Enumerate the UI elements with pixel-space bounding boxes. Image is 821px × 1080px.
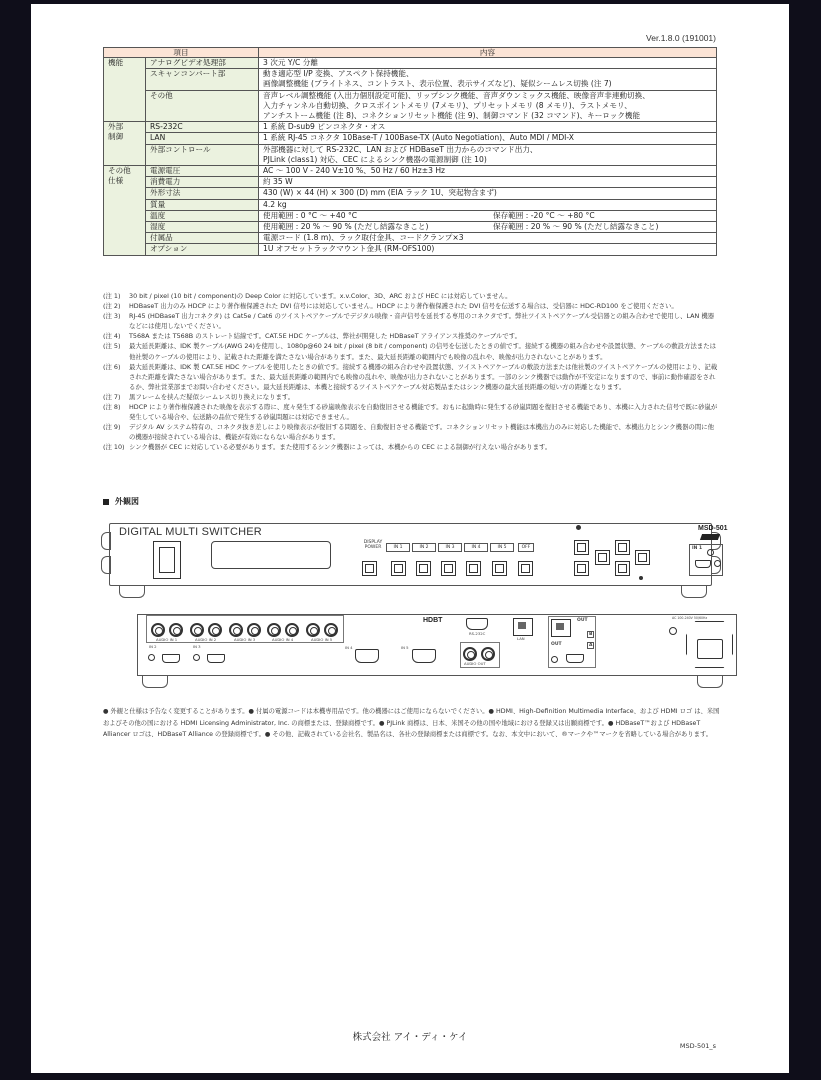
audio-in-label: AUDIO IN 1 xyxy=(156,637,178,642)
value-cell: 4.2 kg xyxy=(259,199,717,210)
audio-in-label: AUDIO IN 5 xyxy=(311,637,333,642)
category-cell: 機能 xyxy=(104,58,146,122)
power-switch xyxy=(153,541,181,579)
left-arrow-button xyxy=(595,550,610,565)
rack-ear-left-bottom xyxy=(101,556,111,574)
company-name: 株式会社 アイ・ディ・ケイ xyxy=(352,1032,468,1043)
rca-jack xyxy=(481,647,495,661)
document-page xyxy=(31,4,789,1073)
rca-jack xyxy=(151,623,165,637)
rca-jack xyxy=(306,623,320,637)
in5-button xyxy=(492,561,507,576)
document-id: MSD-501_s xyxy=(679,1042,716,1050)
table-row xyxy=(104,90,717,122)
item-cell: 温度 xyxy=(146,210,259,221)
input-label-in4: IN 4 xyxy=(464,543,488,552)
table-row xyxy=(104,233,717,244)
value-cell: 1 系統 RJ-45 コネクタ 10Base-T / 100Base-TX (Auto Negotiation)、Auto MDI / MDI-X xyxy=(259,133,717,144)
table-row xyxy=(104,177,717,188)
vga-in-label: IN 5 xyxy=(401,645,409,650)
led-ring xyxy=(193,654,200,661)
display-power-button xyxy=(362,561,377,576)
value-cell: 音声レベル調整機能 (入出力個別設定可能)、リップシンク機能、音声ダウンミックス機能、映像音声非連動切換、 入力チャンネル自動切換、クロスポイントメモリ (7メモリ)、プリセットメモリ (8 メモリ)、ラストメモリ、 アンチストーム機能 (注 8)、コネクションリセット機能 (注 9)、制御コマンド (32 コマンド)、キーロック機能 xyxy=(259,90,717,122)
rca-jack xyxy=(190,623,204,637)
vga-in-label: IN 4 xyxy=(345,645,353,650)
item-cell: その他 xyxy=(146,90,259,122)
table-row xyxy=(104,122,717,133)
port-letter-a: A xyxy=(589,643,593,648)
audio-in-label: AUDIO IN 3 xyxy=(234,637,256,642)
table-row xyxy=(104,210,717,221)
idk-logo xyxy=(700,534,720,540)
vga-port-in5 xyxy=(412,649,436,663)
screw-icon xyxy=(707,549,714,556)
note-item: (注 9) デジタル AV システム特有の、コネクタ抜き差しにより映像表示が復旧する問題を、自動復旧させる機能です。コネクションリセット機能は本機出力のみに対応した機能で、本機出力とシンク機器の間に他の機器が接続されている場合は、機能が有効にならない場合があります。 xyxy=(103,423,715,442)
hdmi-in-label: IN 2 xyxy=(149,644,157,649)
rca-jack xyxy=(324,623,338,637)
rear-foot-left xyxy=(142,675,168,688)
device-title: DIGITAL MULTI SWITCHER xyxy=(119,526,262,538)
lan-port xyxy=(513,618,533,636)
display-power-label: DISPLAY POWER xyxy=(363,540,383,550)
note-item: (注 8) HDCP により著作権保護された映像を表示する際に、度々発生する砂嵐映像表示を自動復旧させる機能です。おもに起動時に発生する砂嵐問題を復旧させる機能であり、本機に入力された信号で既に砂嵐が発生している場合や、伝送路の品位で発生する砂嵐問題には対応できません。 xyxy=(103,403,718,422)
foot-right xyxy=(681,585,707,598)
value-cell: AC ～ 100 V - 240 V±10 %、50 Hz / 60 Hz±3 Hz xyxy=(259,166,717,177)
ac-inlet xyxy=(697,639,723,659)
header-item: 項目 xyxy=(104,48,259,58)
table-row xyxy=(104,144,717,165)
item-cell: オプション xyxy=(146,244,259,255)
rca-jack xyxy=(229,623,243,637)
down-arrow-button xyxy=(615,561,630,576)
table-row xyxy=(104,199,717,210)
header-content: 内容 xyxy=(259,48,717,58)
input-label-in5: IN 5 xyxy=(490,543,514,552)
input-label-in3: IN 3 xyxy=(438,543,462,552)
port-letter-b: B xyxy=(589,632,593,637)
hdmi-port-in3 xyxy=(207,654,225,663)
rca-jack xyxy=(208,623,222,637)
right-arrow-button xyxy=(635,550,650,565)
item-cell: 質量 xyxy=(146,199,259,210)
audio-in-label: AUDIO IN 4 xyxy=(272,637,294,642)
rca-jack xyxy=(267,623,281,637)
ground-screw-icon xyxy=(669,627,677,635)
category-cell: その他 仕様 xyxy=(104,166,146,256)
note-item: (注 10) シンク機器が CEC に対応している必要があります。また使用するシンク機器によっては、本機からの CEC による制御が行えない場合があります。 xyxy=(103,443,552,452)
item-cell: 電源電圧 xyxy=(146,166,259,177)
in3-button xyxy=(441,561,456,576)
hdmi-out-port xyxy=(566,654,584,663)
rca-jack xyxy=(169,623,183,637)
value-cell: 外部機器に対して RS-232C、LAN および HDBaseT 出力からのコマンド出力、 PJLink (class1) 対応、CEC によるシンク機器の電源制御 (注 10) xyxy=(259,144,717,165)
value-cell: 約 35 W xyxy=(259,177,717,188)
section-heading: 外観図 xyxy=(103,496,139,507)
led-ring xyxy=(551,656,558,663)
rear-foot-right xyxy=(697,675,723,688)
led-ring xyxy=(148,654,155,661)
item-cell: 消費電力 xyxy=(146,177,259,188)
note-item: (注 1) 30 bit / pixel (10 bit / component)の Deep Color に対応しています。x.v.Color、3D、ARC および HEC には対応していません。 xyxy=(103,292,512,300)
front-input-label: IN 1 xyxy=(692,546,703,551)
hdbaset-out-port xyxy=(551,619,571,637)
table-row xyxy=(104,244,717,255)
note-item: (注 4) T568A または T568B のストレート結線です。CAT.5E HDC ケーブルは、弊社が開発した HDBaseT アライアンス推奨のケーブルです。 xyxy=(103,332,521,341)
in4-button xyxy=(466,561,481,576)
item-cell: 付属品 xyxy=(146,233,259,244)
foot-left xyxy=(119,585,145,598)
value-cell: 使用範囲 : 0 °C ～ +40 °C 保存範囲 : -20 °C ～ +80 °C xyxy=(259,210,717,221)
lcd-display xyxy=(211,541,331,569)
item-cell: RS-232C xyxy=(146,122,259,133)
item-cell: スキャンコンバート部 xyxy=(146,69,259,90)
square-bullet-icon xyxy=(103,499,109,505)
set-button xyxy=(574,561,589,576)
note-item: (注 7) 黒フレームを挟んだ疑似シームレス切り換えになります。 xyxy=(103,392,295,401)
rca-jack xyxy=(285,623,299,637)
item-cell: 外部コントロール xyxy=(146,144,259,165)
table-header-row xyxy=(104,48,717,58)
rca-jack xyxy=(463,647,477,661)
table-row xyxy=(104,133,717,144)
off-button xyxy=(518,561,533,576)
value-cell: 動き適応型 I/P 変換、アスペクト保持機能、 画像調整機能 (ブライトネス、コントラスト、表示位置、表示サイズなど)、疑似シームレス切換 (注 7) xyxy=(259,69,717,90)
value-cell: 使用範囲 : 20 % ～ 90 % (ただし結露なきこと) 保存範囲 : 20 % ～ 90 % (ただし結露なきこと) xyxy=(259,222,717,233)
up-arrow-button xyxy=(615,540,630,555)
audio-out-label: AUDIO OUT xyxy=(464,661,486,666)
input-label-in1: IN 1 xyxy=(386,543,410,552)
value-cell: 3 次元 Y/C 分離 xyxy=(259,58,717,69)
table-row xyxy=(104,222,717,233)
item-cell: 外形寸法 xyxy=(146,188,259,199)
item-cell: LAN xyxy=(146,133,259,144)
rs232c-label: RS-232C xyxy=(469,631,486,636)
value-cell: 電源コード (1.8 m)、ラック取付金具、コードクランプ×3 xyxy=(259,233,717,244)
out-label: OUT xyxy=(577,618,588,623)
rs232c-port xyxy=(466,618,488,630)
indicator-led xyxy=(576,525,581,530)
value-cell: 430 (W) × 44 (H) × 300 (D) mm (EIA ラック 1U、突起物含まず) xyxy=(259,188,717,199)
led-ring xyxy=(714,560,721,567)
hdmi-port-front xyxy=(695,560,711,568)
table-row xyxy=(104,166,717,177)
note-item: (注 3) RJ-45 (HDBaseT 出力コネクタ) は Cat5e / Cat6 のツイストペアケーブルでデジタル映像・音声信号を延長する専用のコネクタです。弊社ツイストペアケーブル受信器との組み合わせで使用し、LAN 機器などには使用しないでください。 xyxy=(103,312,715,331)
category-cell: 外部 制御 xyxy=(104,122,146,166)
legal-notice: ● 外観と仕様は予告なく変更することがあります。● 付属の電源コードは本機専用品です。他の機器にはご使用にならないでください。● HDMI、High-Definition Multimedia Interface、および HDMI ロゴ は、米国およびその他の国における HDMI Licensing Administrator, Inc. の商標または、登録商標です。● PJLink 商標は、日本、米国その他の国や地域における登録又は出願商標です。● HDBaseT™および HDBaseT Alliancer ロゴは、HDBaseT Alliance の登録商標です。● その他、記載されている会社名、製品名は、各社の登録商標または商標です。なお、本文中において、®マークや™マークを省略している場合があります。 xyxy=(103,708,720,738)
out-label: OUT xyxy=(551,642,562,647)
table-row xyxy=(104,188,717,199)
table-row xyxy=(104,58,717,69)
input-label-off: OFF xyxy=(518,543,534,552)
in2-button xyxy=(416,561,431,576)
rca-jack xyxy=(247,623,261,637)
version-label: Ver.1.8.0 (191001) xyxy=(646,33,716,43)
vga-port-in4 xyxy=(355,649,379,663)
note-item: (注 6) 最大延長距離は、IDK 製 CAT.5E HDC ケーブルを使用したときの値です。接続する機器の組み合わせや設置状態、ツイストペアケーブルの敷設方法または他社製のツイストペアケーブルの使用により、記載された距離を満たさない場合があります。また、最大延長距離の範囲内でも映像の乱れや、映像が出力されないことがあります。一部のシンク機器では動作が不安定になりますので、事前に動作確認をされるか、弊社営業部までお問い合わせください。最大延長距離は、本機と接続するツイストペアケーブル対応製品またはシンク機器の最大延長距離の短い方の距離となります。 xyxy=(103,362,718,391)
in1-button xyxy=(391,561,406,576)
lan-label: LAN xyxy=(517,636,525,641)
value-cell: 1 系統 D-sub9 ピンコネクタ・オス xyxy=(259,122,717,133)
power-rating-label: AC 100-240V 50/60Hz xyxy=(672,616,708,620)
indicator-led-2 xyxy=(639,576,643,580)
spec-table xyxy=(103,47,717,256)
notes-list xyxy=(103,291,719,453)
note-item: (注 2) HDBaseT 出力のみ HDCP により著作権保護された DVI 信号には対応していません。HDCP により著作権保護された DVI 信号を伝送する場合は、受信器に HDC-RD100 をご使用ください。 xyxy=(103,302,678,311)
item-cell: アナログビデオ処理部 xyxy=(146,58,259,69)
hdmi-in-label: IN 3 xyxy=(193,644,201,649)
audio-in-label: AUDIO IN 2 xyxy=(195,637,217,642)
hdmi-port-in2 xyxy=(162,654,180,663)
model-label: MSD-501 xyxy=(698,525,728,532)
note-item: (注 5) 最大延長距離は、IDK 製ケーブル(AWG 24)を使用し、1080p@60 24 bit / pixel (8 bit / component) の信号を伝送したときの値です。接続する機器の組み合わせや設置状態、ケーブルの敷設方法または他社製のケーブルの使用により、記載された距離を満たさない場合があります。また、最大延長距離の範囲内でも映像の乱れや、映像が出力されないことがあります。 xyxy=(103,342,716,361)
value-cell: 1U オフセットラックマウント金具 (RM-OFS100) xyxy=(259,244,717,255)
menu-button xyxy=(574,540,589,555)
input-label-in2: IN 2 xyxy=(412,543,436,552)
table-row xyxy=(104,69,717,90)
item-cell: 湿度 xyxy=(146,222,259,233)
rack-ear-left-top xyxy=(101,532,111,550)
hdbaset-logo: HDBT xyxy=(423,617,443,624)
